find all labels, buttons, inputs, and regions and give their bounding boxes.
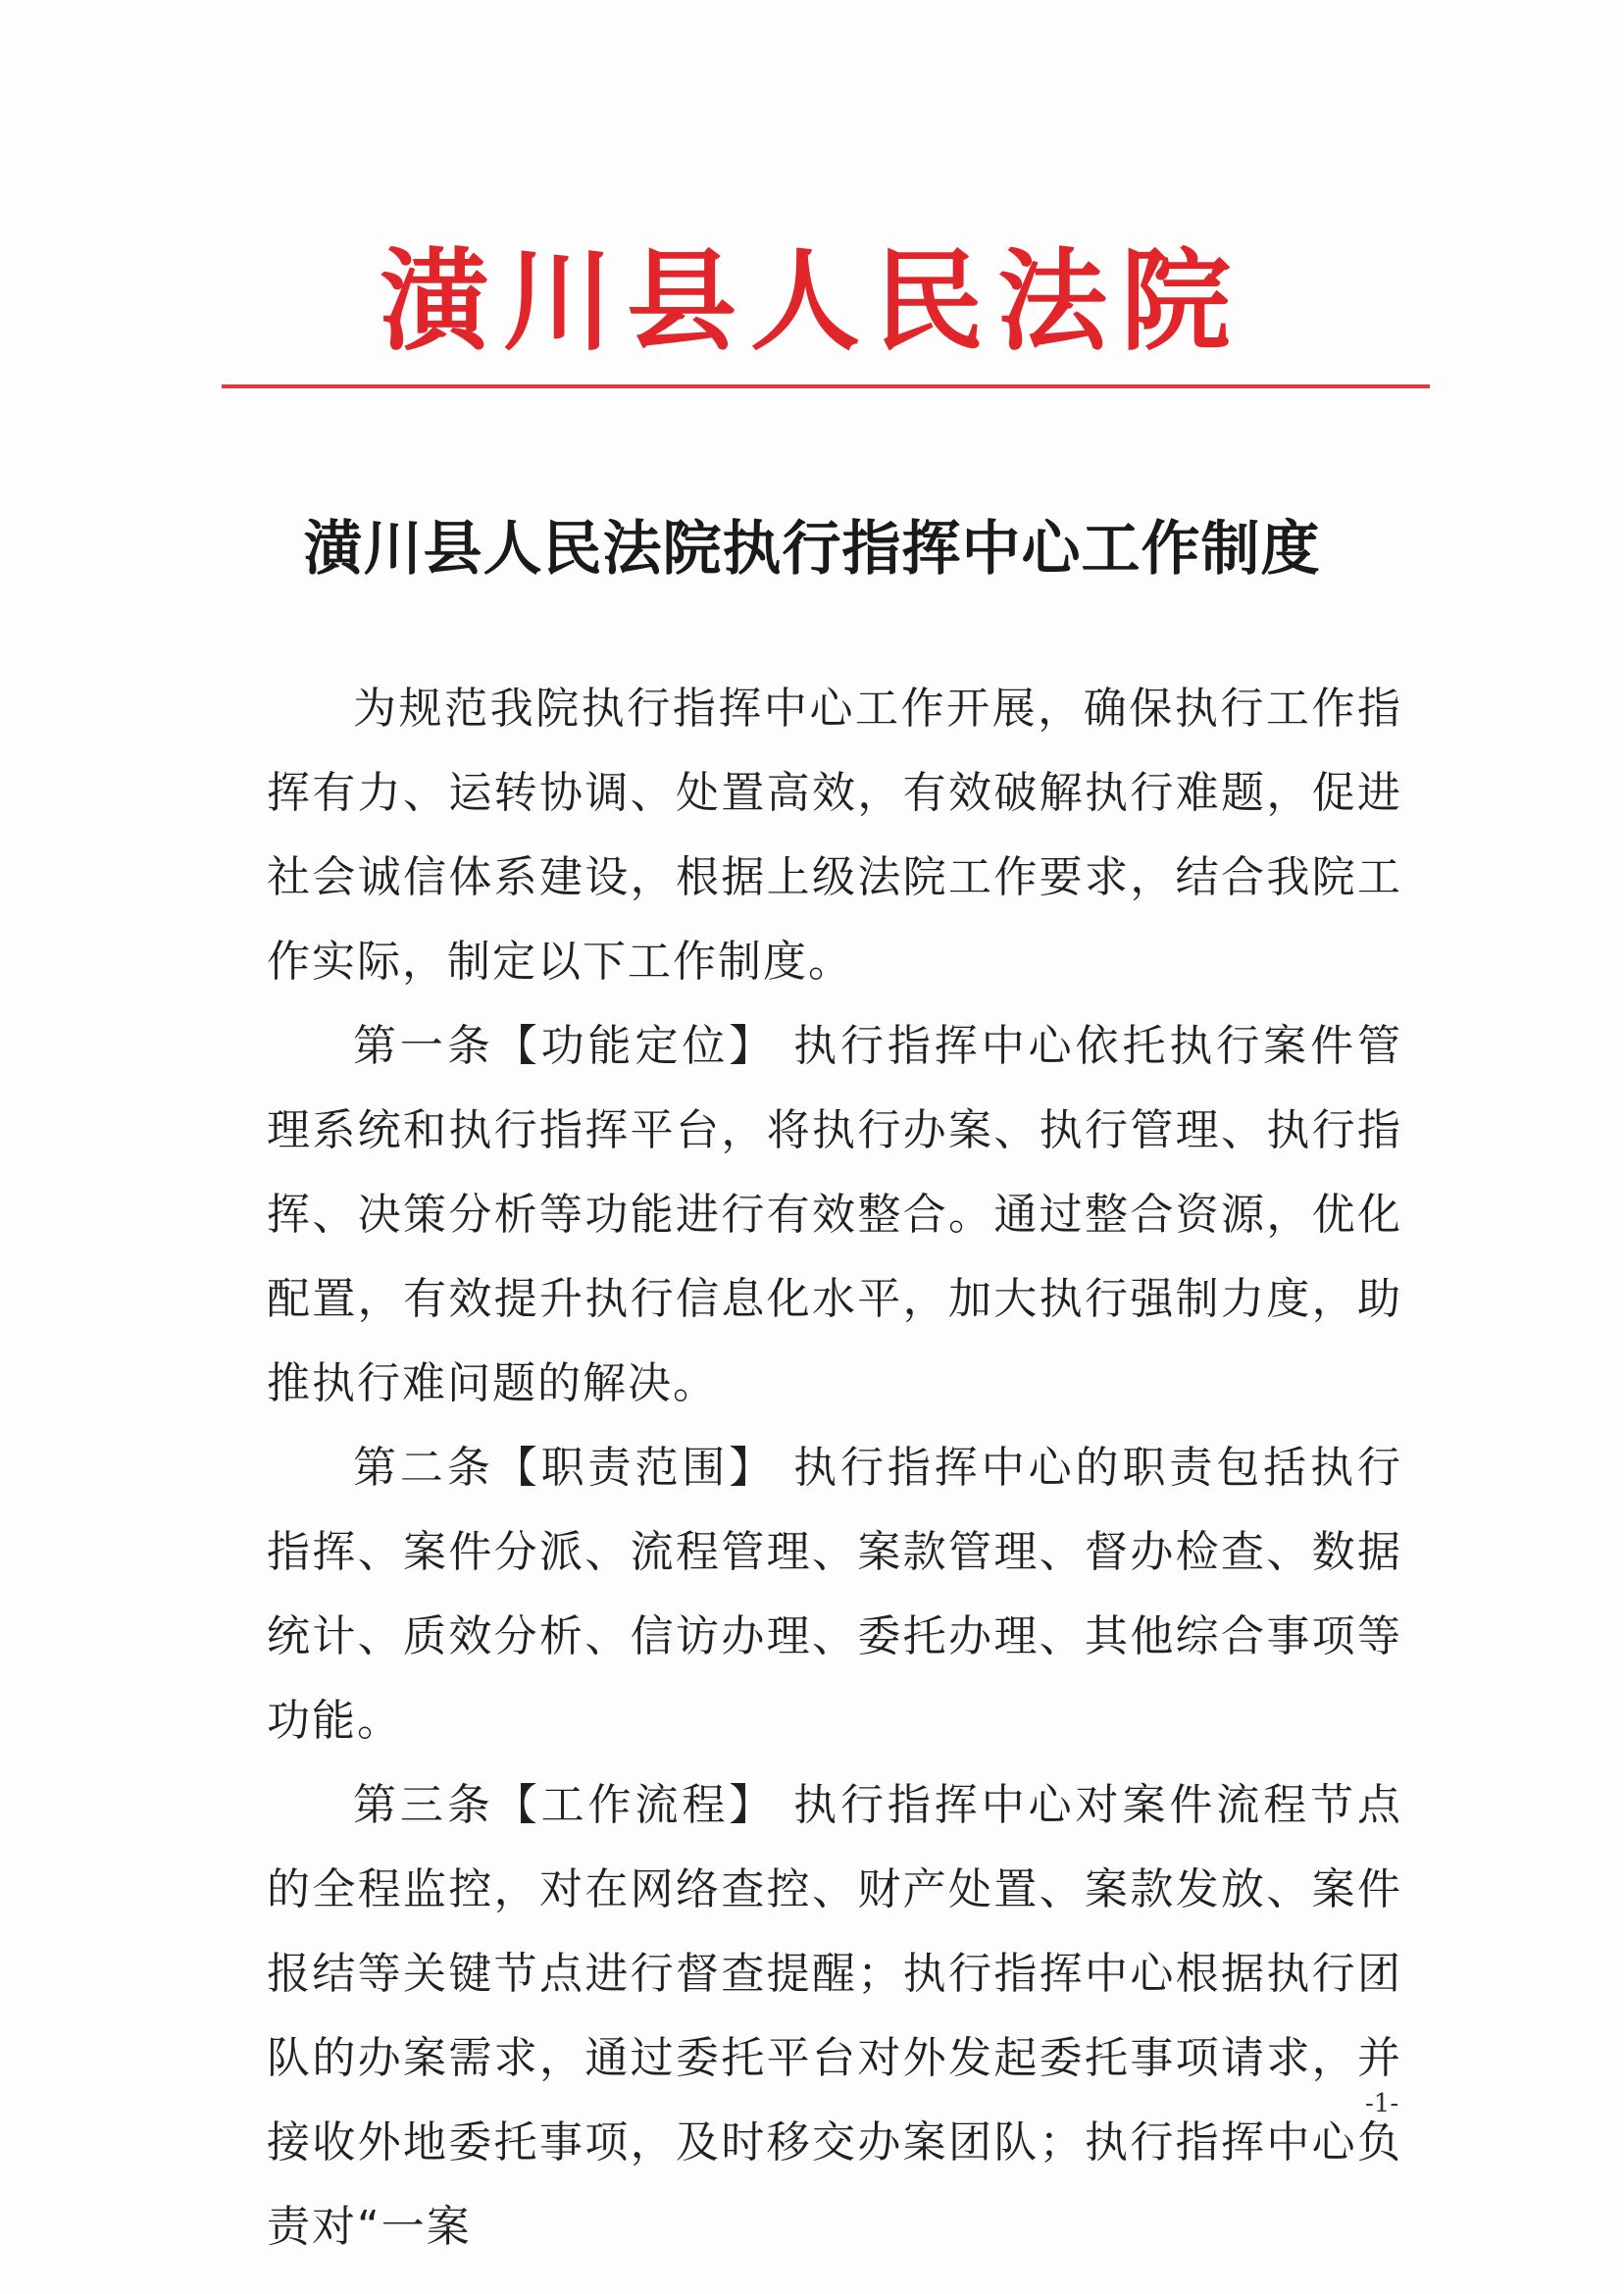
paragraph-article-3 <box>267 1763 1402 2269</box>
paragraph-article-1 <box>267 1004 1402 1426</box>
article-heading: 第二条【职责范围】 <box>353 1443 777 1493</box>
paragraph-text: 执行指挥中心依托执行案件管理系统和执行指挥平台，将执行办案、执行管理、执行指挥、决策分析等功能进行有效整合。通过整合资源，优化配置，有效提升执行信息化水平，加大执行强制力度，助推执行难问题的解决。 <box>267 1021 1402 1408</box>
paragraph-text: 执行指挥中心的职责包括执行指挥、案件分派、流程管理、案款管理、督办检查、数据统计、质效分析、信访办理、委托办理、其他综合事项等功能。 <box>267 1443 1402 1746</box>
article-heading: 第三条【工作流程】 <box>353 1780 777 1830</box>
article-heading: 第一条【功能定位】 <box>353 1021 777 1071</box>
paragraph-text: 为规范我院执行指挥中心工作开展，确保执行工作指挥有力、运转协调、处置高效，有效破解执行难题，促进社会诚信体系建设，根据上级法院工作要求，结合我院工作实际，制定以下工作制度。 <box>267 684 1402 987</box>
paragraph-preamble <box>267 667 1402 1004</box>
document-title: 潢川县人民法院执行指挥中心工作制度 <box>303 515 1321 584</box>
page-number: -1- <box>1365 2089 1399 2118</box>
red-divider-line <box>222 384 1430 388</box>
paragraph-text: 执行指挥中心对案件流程节点的全程监控，对在网络查控、财产处置、案款发放、案件报结等关键节点进行督查提醒；执行指挥中心根据执行团队的办案需求，通过委托平台对外发起委托事项请求，并接收外地委托事项，及时移交办案团队；执行指挥中心负责对“一案 <box>267 1780 1402 2252</box>
paragraph-article-2 <box>267 1426 1402 1763</box>
court-masthead: 潢川县人民法院 <box>380 237 1244 366</box>
document-body <box>267 667 1402 2269</box>
